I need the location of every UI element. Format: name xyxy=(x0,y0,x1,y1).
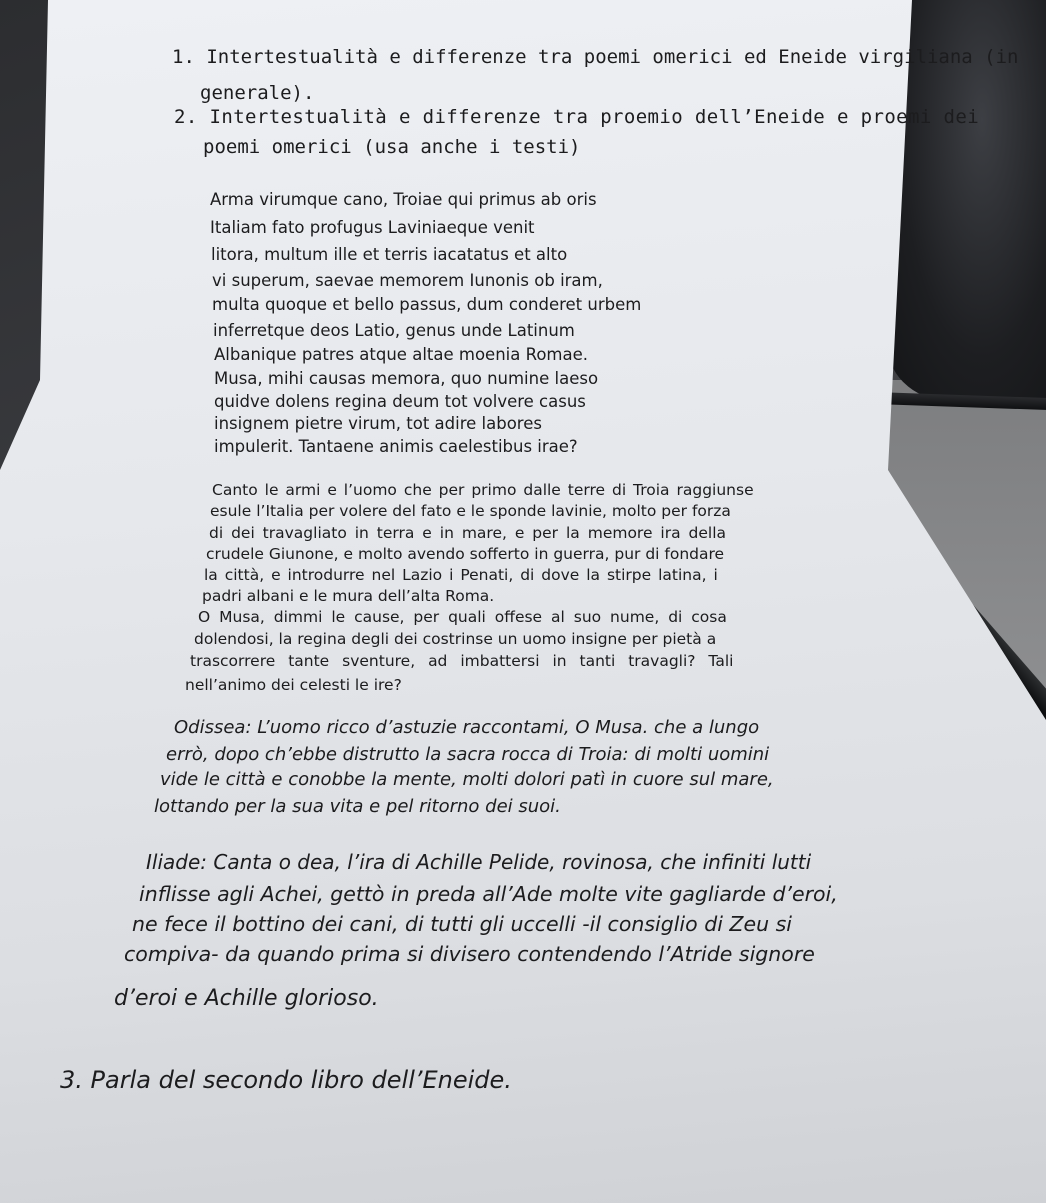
question-3: 3. Parla del secondo libro dell’Eneide. xyxy=(60,1066,512,1094)
latin-line: Italiam fato profugus Laviniaeque venit xyxy=(210,218,535,237)
translation-line: dolendosi, la regina degli dei costrinse un uomo insigne per pietà a xyxy=(194,630,717,648)
question-1-line-2: generale). xyxy=(200,82,315,104)
translation-line: la città, e introdurre nel Lazio i Penati, di dove la stirpe latina, i xyxy=(204,566,718,584)
question-1-line-1: 1. Intertestualità e differenze tra poemi omerici ed Eneide virgiliana (in xyxy=(172,46,1019,68)
latin-line: impulerit. Tantaene animis caelestibus irae? xyxy=(214,437,578,456)
latin-line: Albanique patres atque altae moenia Romae. xyxy=(214,345,588,364)
latin-line: vi superum, saevae memorem Iunonis ob iram, xyxy=(212,271,603,290)
latin-line: inferretque deos Latio, genus unde Latinum xyxy=(213,321,575,340)
iliad-line: ne fece il bottino dei cani, di tutti gli uccelli -il consiglio di Zeu si xyxy=(132,912,792,936)
translation-line: esule l’Italia per volere del fato e le sponde lavinie, molto per forza xyxy=(210,502,731,520)
translation-line: Canto le armi e l’uomo che per primo dalle terre di Troia raggiunse xyxy=(212,481,754,499)
iliad-line: Iliade: Canta o dea, l’ira di Achille Pelide, rovinosa, che infiniti lutti xyxy=(146,850,812,874)
question-2-line-2: poemi omerici (usa anche i testi) xyxy=(203,136,581,158)
odyssey-line: errò, dopo ch’ebbe distrutto la sacra rocca di Troia: di molti uomini xyxy=(166,744,770,765)
translation-line: trascorrere tante sventure, ad imbattersi in tanti travagli? Tali xyxy=(190,652,734,670)
question-2-line-1: 2. Intertestualità e differenze tra proemio dell’Eneide e proemi dei xyxy=(174,106,980,128)
translation-line: nell’animo dei celesti le ire? xyxy=(185,676,402,694)
translation-line: crudele Giunone, e molto avendo sofferto in guerra, pur di fondare xyxy=(206,545,725,563)
translation-line: padri albani e le mura dell’alta Roma. xyxy=(202,587,495,605)
iliad-line: inflisse agli Achei, gettò in preda all’Ade molte vite gagliarde d’eroi, xyxy=(139,882,838,906)
iliad-line: d’eroi e Achille glorioso. xyxy=(114,986,379,1011)
latin-line: insignem pietre virum, tot adire labores xyxy=(214,414,542,433)
translation-line: O Musa, dimmi le cause, per quali offese al suo nume, di cosa xyxy=(198,608,727,626)
latin-line: litora, multum ille et terris iacatatus et alto xyxy=(211,245,568,264)
odyssey-line: vide le città e conobbe la mente, molti dolori patì in cuore sul mare, xyxy=(160,769,774,790)
latin-line: multa quoque et bello passus, dum conderet urbem xyxy=(212,295,642,314)
latin-line: Musa, mihi causas memora, quo numine laeso xyxy=(214,369,599,388)
odyssey-line: Odissea: L’uomo ricco d’astuzie raccontami, O Musa. che a lungo xyxy=(174,717,760,738)
translation-line: di dei travagliato in terra e in mare, e per la memore ira della xyxy=(209,524,727,542)
iliad-line: compiva- da quando prima si divisero contendendo l’Atride signore xyxy=(124,942,815,966)
latin-line: Arma virumque cano, Troiae qui primus ab oris xyxy=(210,190,597,209)
odyssey-line: lottando per la sua vita e pel ritorno dei suoi. xyxy=(154,796,561,817)
latin-line: quidve dolens regina deum tot volvere casus xyxy=(214,392,586,411)
